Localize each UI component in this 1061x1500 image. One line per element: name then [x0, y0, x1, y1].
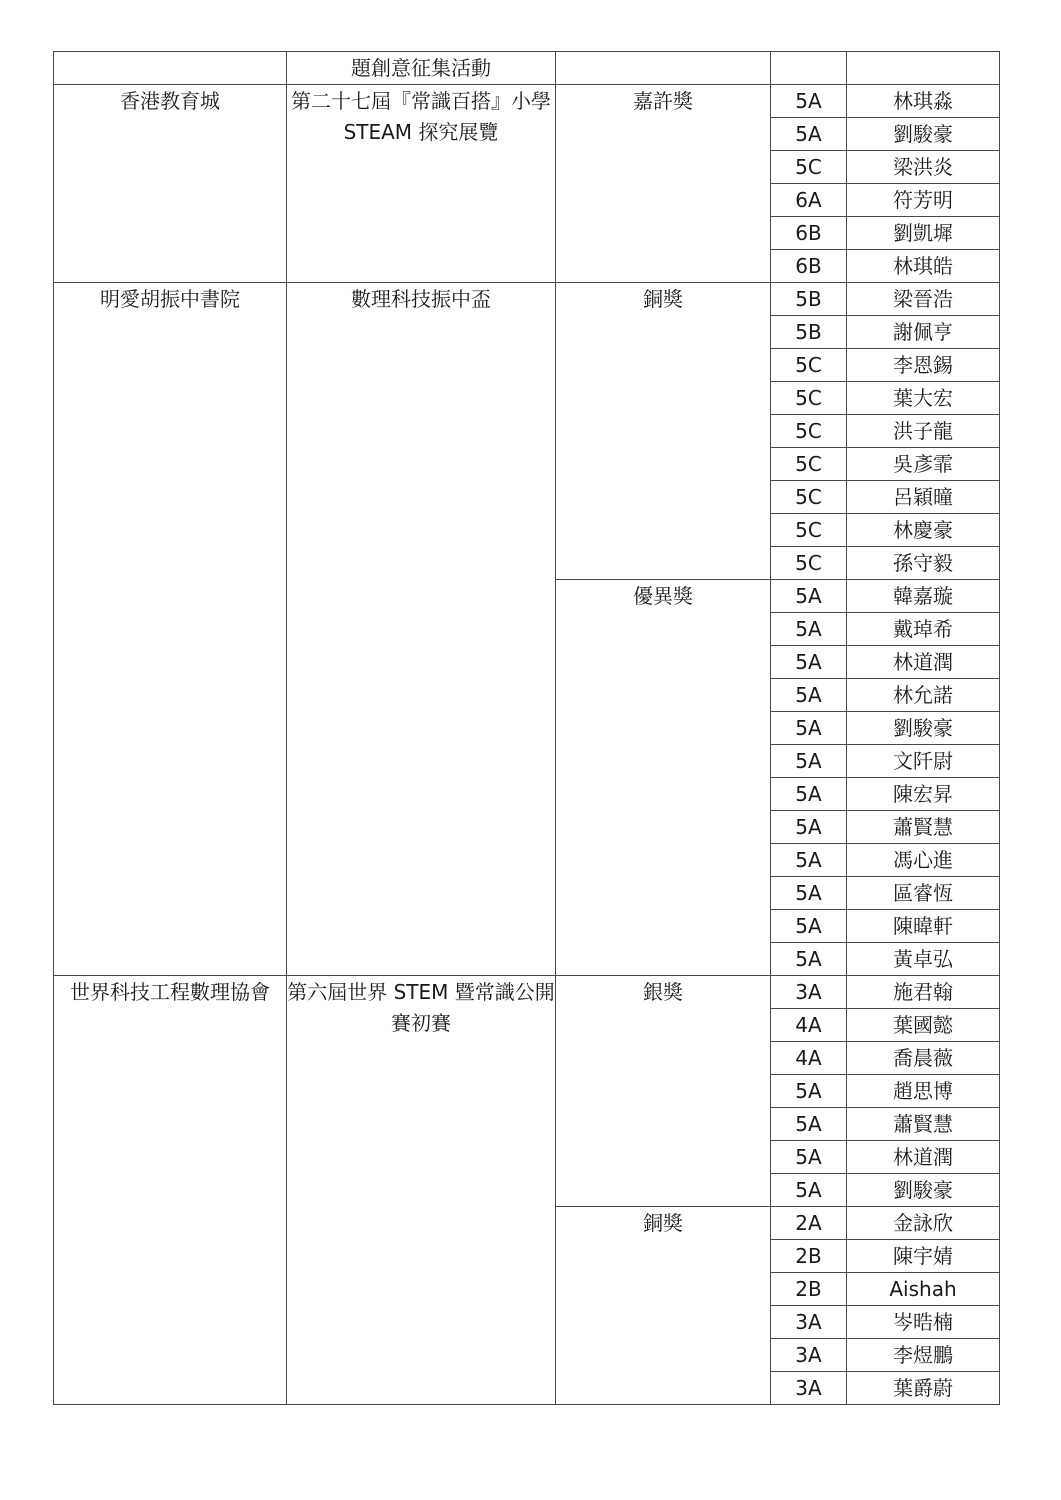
student-name-cell: 金詠欣 — [847, 1207, 1000, 1240]
class-cell: 4A — [771, 1042, 847, 1075]
class-cell: 3A — [771, 976, 847, 1009]
class-cell: 5C — [771, 514, 847, 547]
class-cell: 3A — [771, 1372, 847, 1405]
awards-table-body — [54, 52, 1000, 1405]
student-name-cell: 林慶豪 — [847, 514, 1000, 547]
class-cell: 5A — [771, 85, 847, 118]
student-name-cell: 趙思博 — [847, 1075, 1000, 1108]
student-name-cell: 林琪皓 — [847, 250, 1000, 283]
student-name-cell: 梁晉浩 — [847, 283, 1000, 316]
class-cell: 5C — [771, 547, 847, 580]
table-row — [54, 283, 1000, 316]
class-cell: 5C — [771, 349, 847, 382]
organizer-cell: 明愛胡振中書院 — [54, 283, 287, 976]
award-cell: 銅獎 — [556, 1207, 771, 1405]
event-cell: 第二十七屆『常識百搭』小學 STEAM 探究展覽 — [287, 85, 556, 283]
student-name-cell: 葉爵蔚 — [847, 1372, 1000, 1405]
student-name-cell: 劉駿豪 — [847, 712, 1000, 745]
class-cell: 5A — [771, 679, 847, 712]
class-cell: 5A — [771, 712, 847, 745]
class-cell: 4A — [771, 1009, 847, 1042]
class-cell: 5C — [771, 415, 847, 448]
organizer-cell: 香港教育城 — [54, 85, 287, 283]
award-cell: 優異獎 — [556, 580, 771, 976]
class-cell: 5A — [771, 1075, 847, 1108]
student-name-cell: 吳彥霏 — [847, 448, 1000, 481]
class-cell: 5A — [771, 1141, 847, 1174]
student-name-cell: 陳宏昇 — [847, 778, 1000, 811]
class-cell: 5A — [771, 778, 847, 811]
student-name-cell: 呂穎曈 — [847, 481, 1000, 514]
student-name-cell: 施君翰 — [847, 976, 1000, 1009]
class-cell: 5A — [771, 745, 847, 778]
student-name-cell: 葉大宏 — [847, 382, 1000, 415]
award-cell: 銀獎 — [556, 976, 771, 1207]
award-cell: 嘉許獎 — [556, 85, 771, 283]
class-cell: 5A — [771, 1174, 847, 1207]
class-cell: 5C — [771, 151, 847, 184]
student-name-cell: 孫守毅 — [847, 547, 1000, 580]
class-cell: 5A — [771, 943, 847, 976]
student-name-cell: 李恩錫 — [847, 349, 1000, 382]
class-cell: 2A — [771, 1207, 847, 1240]
student-name-cell: 林琪淼 — [847, 85, 1000, 118]
awards-table — [53, 51, 1000, 1405]
student-name-cell: 林允諾 — [847, 679, 1000, 712]
student-name-cell: 符芳明 — [847, 184, 1000, 217]
continued-row — [54, 52, 1000, 85]
organizer-cell: 世界科技工程數理協會 — [54, 976, 287, 1405]
class-cell: 5A — [771, 580, 847, 613]
student-name-cell: 李煜鵬 — [847, 1339, 1000, 1372]
class-cell: 6B — [771, 217, 847, 250]
class-cell — [771, 52, 847, 85]
student-name-cell: 岑晧楠 — [847, 1306, 1000, 1339]
student-name-cell: 劉駿豪 — [847, 118, 1000, 151]
student-name-cell: 黃卓弘 — [847, 943, 1000, 976]
event-cell: 第六屆世界 STEM 暨常識公開賽初賽 — [287, 976, 556, 1405]
class-cell: 5A — [771, 646, 847, 679]
student-name-cell: 謝佩亨 — [847, 316, 1000, 349]
student-name-cell: 劉凱墀 — [847, 217, 1000, 250]
award-cell: 銅獎 — [556, 283, 771, 580]
class-cell: 2B — [771, 1240, 847, 1273]
student-name-cell: 林道潤 — [847, 1141, 1000, 1174]
organizer-cell — [54, 52, 287, 85]
student-name-cell: 葉國懿 — [847, 1009, 1000, 1042]
student-name-cell: 陳暐軒 — [847, 910, 1000, 943]
student-name-cell: 洪子龍 — [847, 415, 1000, 448]
class-cell: 5C — [771, 382, 847, 415]
class-cell: 5A — [771, 910, 847, 943]
class-cell: 2B — [771, 1273, 847, 1306]
class-cell: 5A — [771, 877, 847, 910]
class-cell: 5A — [771, 1108, 847, 1141]
student-name-cell: 林道潤 — [847, 646, 1000, 679]
student-name-cell: 文阡尉 — [847, 745, 1000, 778]
student-name-cell: 蕭賢慧 — [847, 1108, 1000, 1141]
class-cell: 5B — [771, 283, 847, 316]
class-cell: 6B — [771, 250, 847, 283]
student-name-cell: 梁洪炎 — [847, 151, 1000, 184]
class-cell: 3A — [771, 1306, 847, 1339]
student-name-cell: 喬晨薇 — [847, 1042, 1000, 1075]
student-name-cell — [847, 52, 1000, 85]
event-cell: 數理科技振中盃 — [287, 283, 556, 976]
class-cell: 5B — [771, 316, 847, 349]
student-name-cell: 馮心進 — [847, 844, 1000, 877]
award-cell — [556, 52, 771, 85]
class-cell: 3A — [771, 1339, 847, 1372]
student-name-cell: 戴琸希 — [847, 613, 1000, 646]
student-name-cell: 區睿恆 — [847, 877, 1000, 910]
table-row — [54, 976, 1000, 1009]
class-cell: 5A — [771, 844, 847, 877]
class-cell: 5C — [771, 481, 847, 514]
student-name-cell: 韓嘉璇 — [847, 580, 1000, 613]
class-cell: 5A — [771, 118, 847, 151]
student-name-cell: 陳宇婧 — [847, 1240, 1000, 1273]
class-cell: 5C — [771, 448, 847, 481]
class-cell: 5A — [771, 613, 847, 646]
student-name-cell: Aishah — [847, 1273, 1000, 1306]
table-row — [54, 85, 1000, 118]
class-cell: 6A — [771, 184, 847, 217]
event-cell: 題創意征集活動 — [287, 52, 556, 85]
class-cell: 5A — [771, 811, 847, 844]
student-name-cell: 蕭賢慧 — [847, 811, 1000, 844]
student-name-cell: 劉駿豪 — [847, 1174, 1000, 1207]
